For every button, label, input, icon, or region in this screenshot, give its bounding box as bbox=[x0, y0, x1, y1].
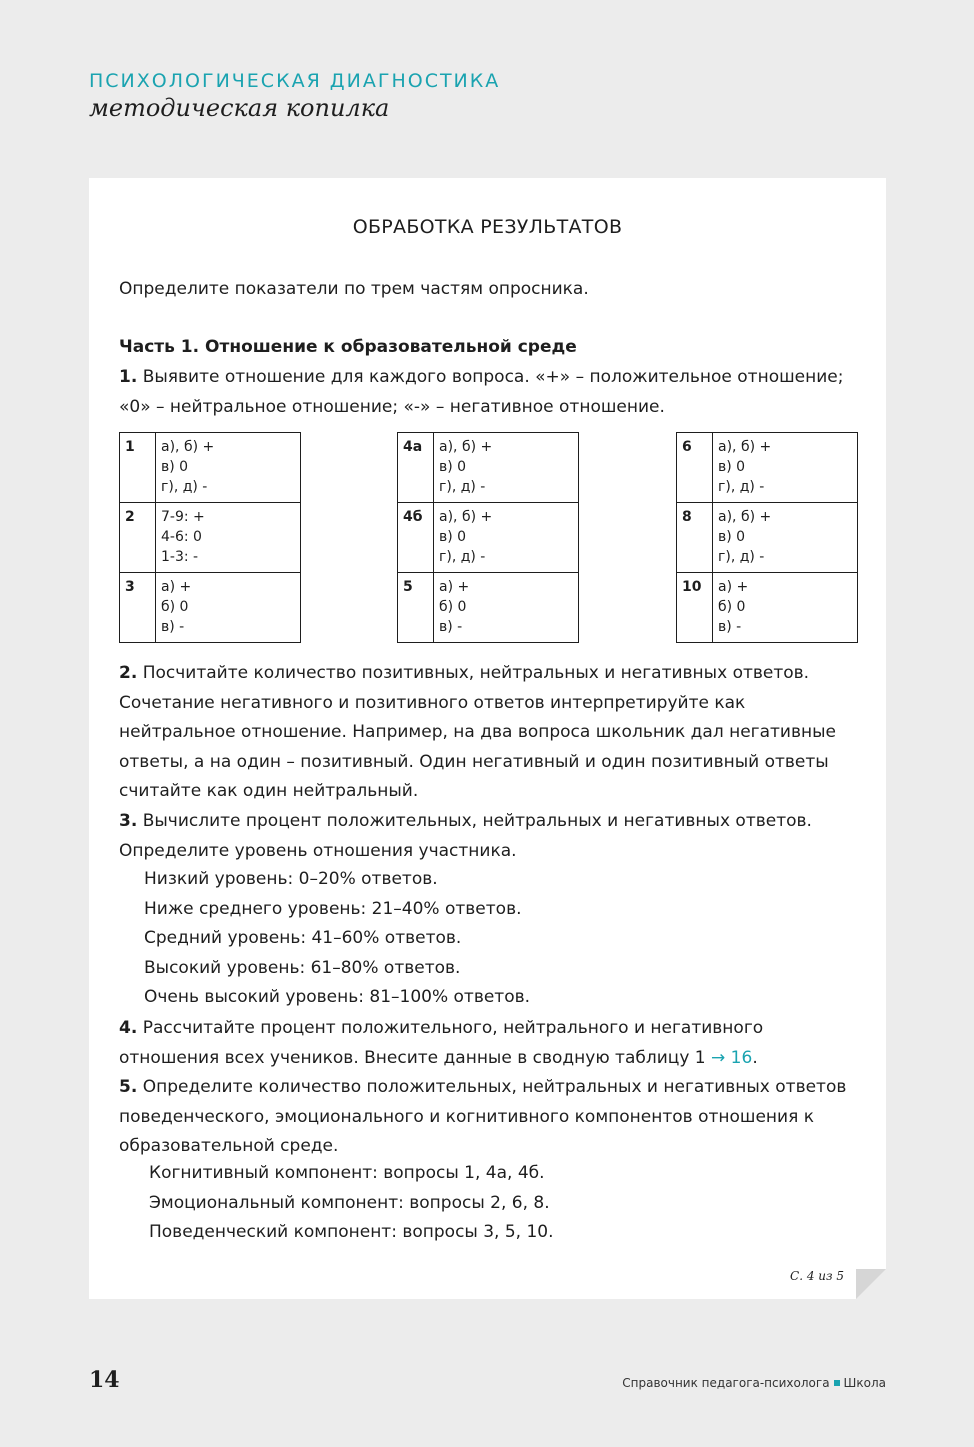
answer-line: г), д) - bbox=[439, 549, 486, 565]
list-item: Высокий уровень: 61–80% ответов. bbox=[144, 957, 461, 978]
step-5 bbox=[119, 1073, 859, 1162]
answer-line: г), д) - bbox=[161, 479, 208, 495]
separator-square-icon bbox=[834, 1380, 840, 1386]
list-item: Средний уровень: 41–60% ответов. bbox=[144, 928, 462, 949]
list-item: Очень высокий уровень: 81–100% ответов. bbox=[144, 987, 531, 1008]
answer-line: в) - bbox=[439, 619, 463, 635]
answer-key bbox=[434, 573, 579, 643]
question-number: 6 bbox=[677, 433, 713, 503]
page-curl-shade bbox=[856, 1269, 886, 1299]
answer-line: а) + bbox=[718, 579, 749, 595]
answer-line: в) - bbox=[718, 619, 742, 635]
table-link[interactable]: → 16 bbox=[711, 1047, 753, 1068]
answer-key bbox=[713, 503, 858, 573]
step-text: Посчитайте количество позитивных, нейтральных и негативных ответов. Сочетание негативного и позитивного ответов интерпретируйте как нейтральное отношение. Например, на два вопроса школьник дал негативные ответы, а на один – позитивный. Один негативный и один позитивный ответы считайте как один нейтральный. bbox=[119, 663, 836, 802]
list-item: Ниже среднего уровень: 21–40% ответов. bbox=[144, 898, 522, 919]
answer-line: а), б) + bbox=[718, 509, 772, 525]
question-number: 4б bbox=[398, 503, 434, 573]
step-number: 4. bbox=[119, 1018, 138, 1038]
step-1 bbox=[119, 363, 859, 422]
footer-credit bbox=[622, 1376, 886, 1390]
section-name: Школа bbox=[843, 1376, 886, 1390]
question-number: 1 bbox=[120, 433, 156, 503]
answer-line: 4-6: 0 bbox=[161, 529, 202, 545]
step-text: Выявите отношение для каждого вопроса. «+» – положительное отношение; «0» – нейтральное отношение; «-» – негативное отношение. bbox=[119, 367, 844, 417]
step-2 bbox=[119, 659, 859, 866]
answer-line: г), д) - bbox=[439, 479, 486, 495]
question-number: 2 bbox=[120, 503, 156, 573]
question-number: 8 bbox=[677, 503, 713, 573]
step-number: 3. bbox=[119, 810, 138, 831]
page-number: 14 bbox=[89, 1367, 120, 1393]
answer-line: в) 0 bbox=[718, 529, 746, 545]
component-list bbox=[149, 1159, 554, 1248]
answer-line: 1-3: - bbox=[161, 549, 199, 565]
answer-key bbox=[156, 573, 301, 643]
step-number: 1. bbox=[119, 367, 138, 387]
question-number: 5 bbox=[398, 573, 434, 643]
page-info: С. 4 из 5 bbox=[790, 1269, 844, 1283]
table-row bbox=[677, 433, 858, 503]
table-row bbox=[398, 433, 579, 503]
answer-line: а), б) + bbox=[161, 439, 215, 455]
level-list bbox=[144, 865, 530, 1013]
document-title: ОБРАБОТКА РЕЗУЛЬТАТОВ bbox=[352, 216, 623, 238]
step-number: 2. bbox=[119, 663, 138, 683]
question-number: 4а bbox=[398, 433, 434, 503]
table-row bbox=[398, 573, 579, 643]
answer-line: г), д) - bbox=[718, 549, 765, 565]
step-4 bbox=[119, 1014, 859, 1073]
journal-name: Справочник педагога-психолога bbox=[622, 1376, 830, 1390]
answer-line: в) 0 bbox=[718, 459, 746, 475]
answer-key bbox=[156, 503, 301, 573]
answer-key bbox=[713, 573, 858, 643]
answer-line: 7-9: + bbox=[161, 509, 205, 525]
answer-line: б) 0 bbox=[161, 599, 189, 615]
list-item: Поведенческий компонент: вопросы 3, 5, 10. bbox=[149, 1222, 554, 1243]
answer-line: в) 0 bbox=[439, 529, 467, 545]
table-row bbox=[120, 503, 301, 573]
answer-line: а) + bbox=[439, 579, 470, 595]
answer-line: в) 0 bbox=[161, 459, 189, 475]
answer-line: в) - bbox=[161, 619, 185, 635]
step-text: Рассчитайте процент положительного, нейтрального и негативного отношения всех учеников. Внесите данные в сводную таблицу 1 bbox=[119, 1018, 764, 1068]
table-row bbox=[120, 573, 301, 643]
question-number: 10 bbox=[677, 573, 713, 643]
question-number: 3 bbox=[120, 573, 156, 643]
answer-line: в) 0 bbox=[439, 459, 467, 475]
answer-line: а), б) + bbox=[439, 439, 493, 455]
answer-key bbox=[713, 433, 858, 503]
document-card bbox=[89, 178, 886, 1299]
answer-key-table bbox=[676, 432, 858, 643]
step-text: Определите количество положительных, нейтральных и негативных ответов поведенческого, эмоционального и когнитивного компонентов отношения к образовательной среде. bbox=[119, 1077, 847, 1157]
table-row bbox=[677, 573, 858, 643]
answer-line: г), д) - bbox=[718, 479, 765, 495]
part-title: Часть 1. Отношение к образовательной среде bbox=[119, 337, 577, 357]
answer-key bbox=[434, 433, 579, 503]
answer-line: б) 0 bbox=[718, 599, 746, 615]
section-kicker: ПСИХОЛОГИЧЕСКАЯ ДИАГНОСТИКА bbox=[89, 70, 501, 92]
step-number: 5. bbox=[119, 1077, 138, 1097]
answer-line: а), б) + bbox=[718, 439, 772, 455]
answer-line: а) + bbox=[161, 579, 192, 595]
intro-text: Определите показатели по трем частям опросника. bbox=[119, 279, 589, 299]
step-text: Вычислите процент положительных, нейтральных и негативных ответов. Определите уровень отношения участника. bbox=[119, 810, 812, 861]
table-row bbox=[677, 503, 858, 573]
table-row bbox=[120, 433, 301, 503]
answer-line: а), б) + bbox=[439, 509, 493, 525]
answer-key bbox=[434, 503, 579, 573]
section-subtitle: методическая копилка bbox=[89, 94, 390, 122]
step-text-end: . bbox=[752, 1047, 758, 1068]
list-item: Когнитивный компонент: вопросы 1, 4а, 4б. bbox=[149, 1163, 545, 1183]
answer-key-table bbox=[119, 432, 301, 643]
table-row bbox=[398, 503, 579, 573]
answer-key-table bbox=[397, 432, 579, 643]
list-item: Эмоциональный компонент: вопросы 2, 6, 8. bbox=[149, 1192, 550, 1213]
answer-line: б) 0 bbox=[439, 599, 467, 615]
list-item: Низкий уровень: 0–20% ответов. bbox=[144, 869, 438, 889]
answer-key bbox=[156, 433, 301, 503]
